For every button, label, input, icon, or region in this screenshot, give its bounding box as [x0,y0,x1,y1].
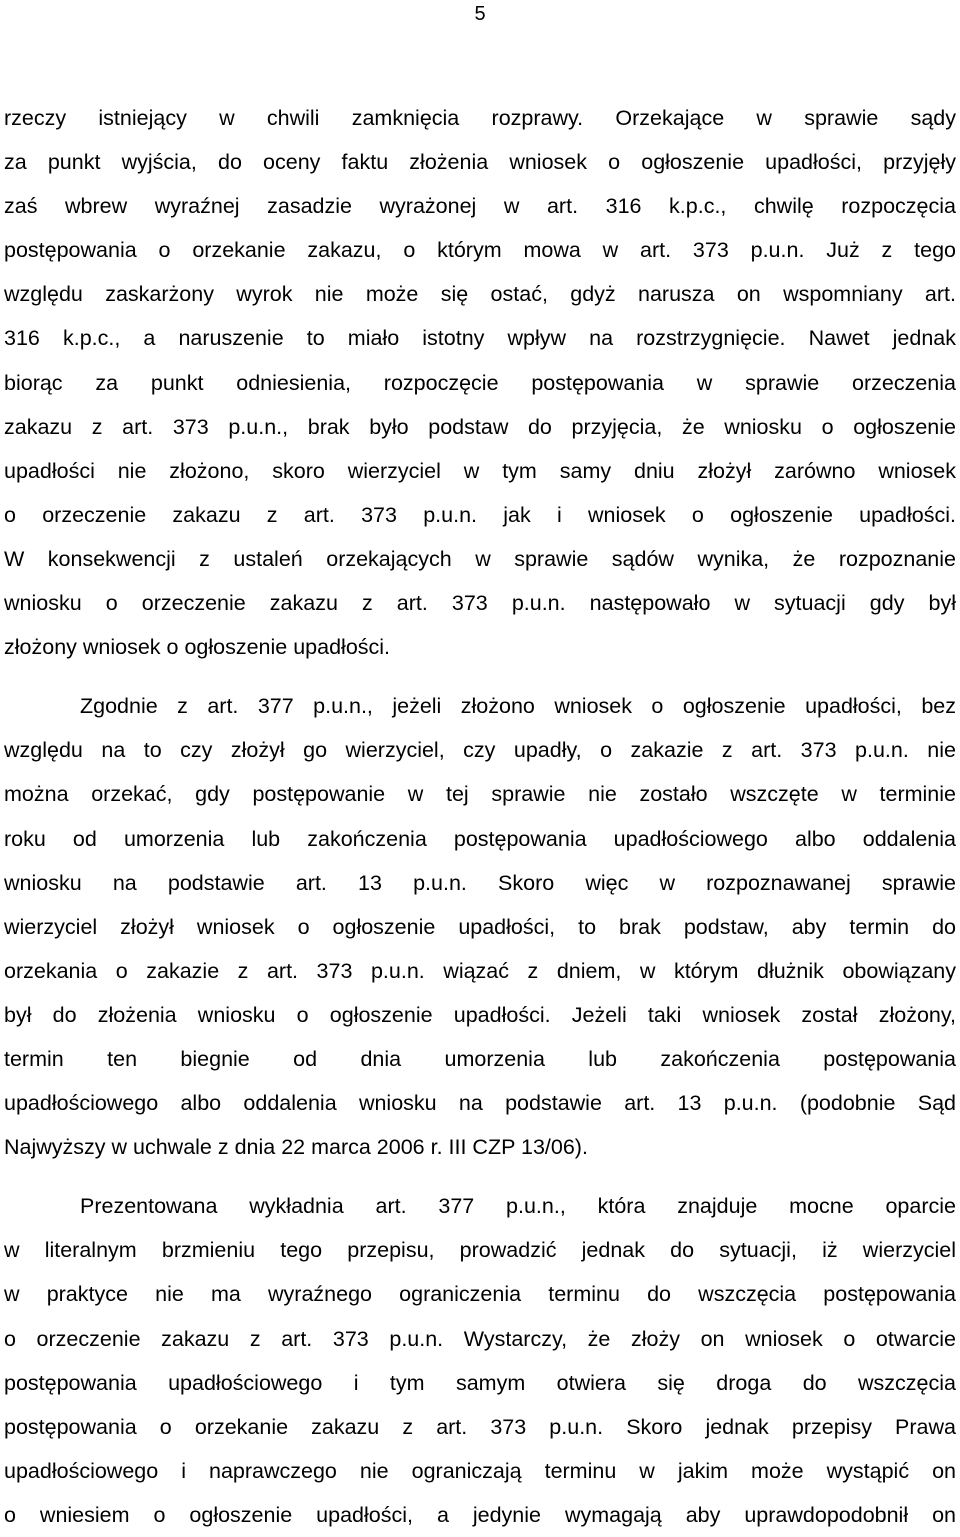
text-line: orzekania o zakazie z art. 373 p.u.n. wiązać z dniem, w którym dłużnik obowiązany [4,958,956,983]
paragraph-1 [4,96,956,669]
text-line: o wniesiem o ogłoszenie upadłości, a jedynie wymagają aby uprawdopodobnił on [4,1502,956,1527]
text-line: o orzeczenie zakazu z art. 373 p.u.n. Wystarczy, że złoży on wniosek o otwarcie [4,1326,956,1351]
text-line: Zgodnie z art. 377 p.u.n., jeżeli złożono wniosek o ogłoszenie upadłości, bez [80,694,956,719]
text-line: w literalnym brzmieniu tego przepisu, prowadzić jednak do sytuacji, iż wierzyciel [4,1238,956,1263]
text-line: Najwyższy w uchwale z dnia 22 marca 2006 r. III CZP 13/06). [4,1135,588,1160]
text-line: względu na to czy złożył go wierzyciel, czy upadły, o zakazie z art. 373 p.u.n. nie [4,738,956,763]
paragraph-3 [4,1184,956,1537]
text-line: zaś wbrew wyraźnej zasadzie wyrażonej w art. 316 k.p.c., chwilę rozpoczęcia [4,194,956,219]
text-line: postępowania o orzekanie zakazu z art. 373 p.u.n. Skoro jednak przepisy Prawa [4,1414,956,1439]
text-line: upadłościowego albo oddalenia wniosku na podstawie art. 13 p.u.n. (podobnie Sąd [4,1091,956,1116]
paragraph-gap [4,1169,956,1184]
text-line: wniosku na podstawie art. 13 p.u.n. Skoro więc w rozpoznawanej sprawie [4,870,956,895]
text-line: zakazu z art. 373 p.u.n., brak było podstaw do przyjęcia, że wniosku o ogłoszenie [4,414,956,439]
text-line: postępowania o orzekanie zakazu, o którym mowa w art. 373 p.u.n. Już z tego [4,238,956,263]
text-line: biorąc za punkt odniesienia, rozpoczęcie postępowania w sprawie orzeczenia [4,370,956,395]
paragraph-gap [4,669,956,684]
text-line: wniosku o orzeczenie zakazu z art. 373 p.u.n. następowało w sytuacji gdy był [4,591,956,616]
text-line: upadłości nie złożono, skoro wierzyciel w tym samy dniu złożył zarówno wniosek [4,458,956,483]
page-number: 5 [474,3,486,25]
text-line: rzeczy istniejący w chwili zamknięcia rozprawy. Orzekające w sprawie sądy [4,106,956,130]
text-line: można orzekać, gdy postępowanie w tej sprawie nie zostało wszczęte w terminie [4,782,956,807]
text-line: za punkt wyjścia, do oceny faktu złożenia wniosek o ogłoszenie upadłości, przyjęły [4,150,956,175]
paragraph-2 [4,684,956,1169]
text-line: Prezentowana wykładnia art. 377 p.u.n., która znajduje mocne oparcie [80,1194,956,1219]
text-line: roku od umorzenia lub zakończenia postępowania upadłościowego albo oddalenia [4,826,956,851]
text-line: upadłościowego i naprawczego nie ograniczają terminu w jakim może wystąpić on [4,1458,956,1483]
text-line: o orzeczenie zakazu z art. 373 p.u.n. jak i wniosek o ogłoszenie upadłości. [4,502,956,527]
text-line: 316 k.p.c., a naruszenie to miało istotny wpływ na rozstrzygnięcie. Nawet jednak [4,326,956,351]
text-line: w praktyce nie ma wyraźnego ograniczenia terminu do wszczęcia postępowania [4,1282,956,1307]
text-line: złożony wniosek o ogłoszenie upadłości. [4,635,391,660]
text-line: wierzyciel złożył wniosek o ogłoszenie upadłości, to brak podstaw, aby termin do [4,914,956,939]
text-line: był do złożenia wniosku o ogłoszenie upadłości. Jeżeli taki wniosek został złożony, [4,1002,956,1027]
document-body [4,96,956,1537]
text-line: względu zaskarżony wyrok nie może się ostać, gdyż narusza on wspomniany art. [4,282,956,307]
text-line: W konsekwencji z ustaleń orzekających w sprawie sądów wynika, że rozpoznanie [4,546,956,571]
text-line: termin ten biegnie od dnia umorzenia lub zakończenia postępowania [4,1046,956,1071]
text-line: postępowania upadłościowego i tym samym otwiera się droga do wszczęcia [4,1370,956,1395]
